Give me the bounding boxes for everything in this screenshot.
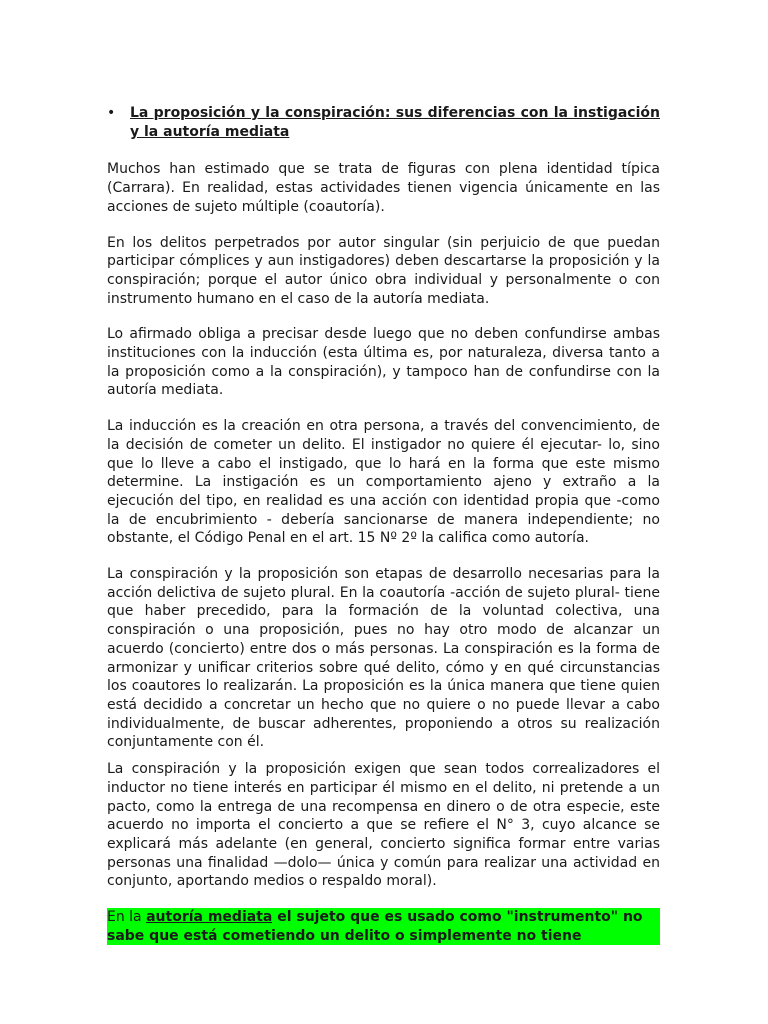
section-heading-text: La proposición y la conspiración: sus diferencias con la instigación y la autoría mediata — [130, 105, 660, 140]
paragraph-5: La conspiración y la proposición son etapas de desarrollo necesarias para la acción delictiva de sujeto plural. En la coautoría -acción de sujeto plural- tiene que haber precedido, para la formación de la voluntad colectiva, una conspiración o una proposición, pues no hay otro modo de alcanzar un acuerdo (concierto) entre dos o más personas. La conspiración es la forma de armonizar y unificar criterios sobre qué delito, cómo y en qué circunstancias los coautores lo realizarán. La proposición es la única manera que tiene quien está decidido a concretar un hecho que no quiere o no puede llevar a cabo individualmente, de buscar adherentes, proponiendo a otros su realización conjuntamente con él. — [107, 566, 660, 751]
highlight-term: autoría mediata — [146, 909, 273, 926]
highlight-rest: el sujeto que es usado como "instrumento" no sabe que está cometiendo un delito o simplemente no tiene — [107, 909, 643, 944]
highlight-prefix: En la — [107, 909, 147, 926]
paragraph-3: Lo afirmado obliga a precisar desde luego que no deben confundirse ambas instituciones con la inducción (esta última es, por naturaleza, diversa tanto a la proposición como a la conspiración), y tampoco han de confundirse con la autoría mediata. — [107, 326, 660, 399]
paragraph-4: La inducción es la creación en otra persona, a través del convencimiento, de la decisión de cometer un delito. El instigador no quiere él ejecutar- lo, sino que lo lleve a cabo el instigado, que lo hará en la forma que este mismo determine. La instigación es un comportamiento ajeno y extraño a la ejecución del tipo, en realidad es una acción con identidad propia que -como la de encubrimiento - debería sancionarse de manera independiente; no obstante, el Código Penal en el art. 15 Nº 2º la califica como autoría. — [107, 418, 660, 547]
document-page — [107, 104, 660, 945]
paragraph-2: En los delitos perpetrados por autor singular (sin perjuicio de que puedan participar cómplices y aun instigadores) deben descartarse la proposición y la conspiración; porque el autor único obra individual y personalmente o con instrumento humano en el caso de la autoría mediata. — [107, 234, 660, 307]
paragraph-6: La conspiración y la proposición exigen que sean todos correalizadores el inductor no tiene interés en participar él mismo en el delito, ni pretende a un pacto, como la entrega de una recompensa en dinero o de otra especie, este acuerdo no importa el concierto a que se refiere el N° 3, cuyo alcance se explicará más adelante (en general, concierto significa formar entre varias personas una finalidad —dolo— única y común para realizar una actividad en conjunto, aportando medios o respaldo moral). — [107, 761, 660, 890]
highlighted-paragraph — [107, 908, 660, 945]
section-heading — [107, 104, 660, 141]
paragraph-1: Muchos han estimado que se trata de figuras con plena identidad típica (Carrara). En realidad, estas actividades tienen vigencia únicamente en las acciones de sujeto múltiple (coautoría). — [107, 161, 660, 215]
bullet-icon: • — [107, 105, 116, 121]
